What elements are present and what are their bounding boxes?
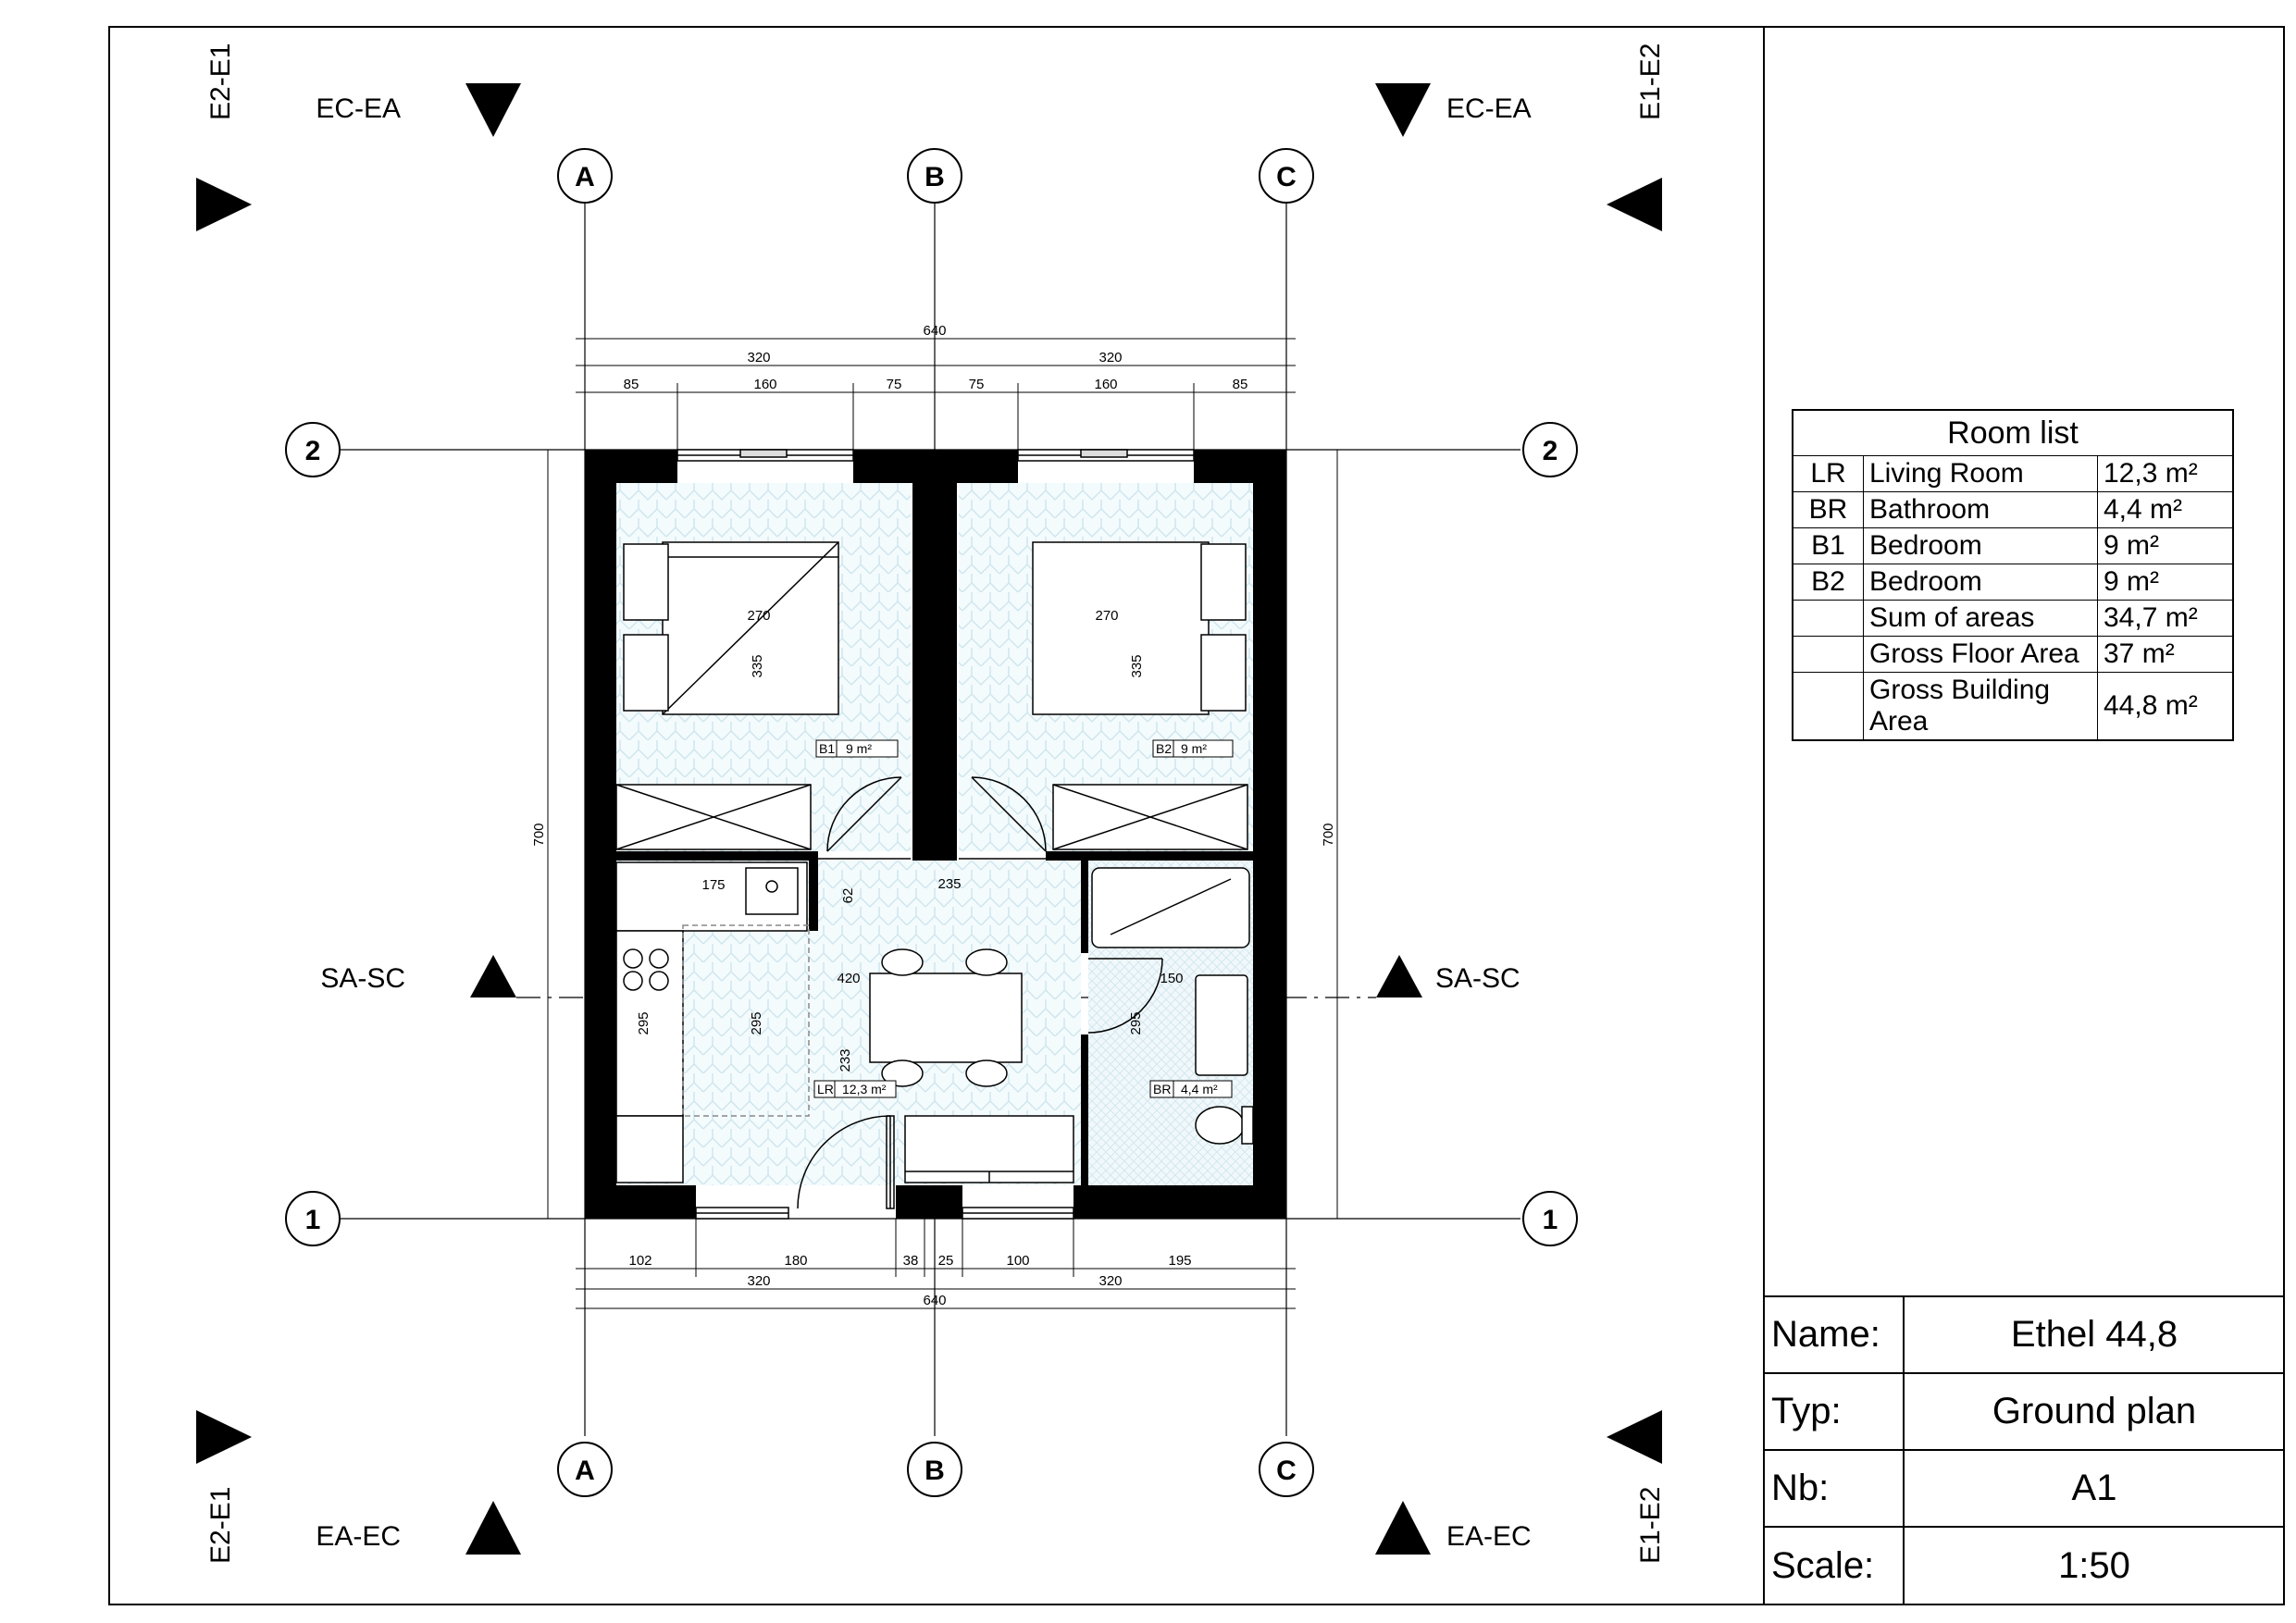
section-arrow-icon — [1375, 1501, 1431, 1555]
grid-bubble-b-bottom — [908, 1443, 962, 1496]
grid-bubble-1-left — [286, 1192, 340, 1245]
dining-chair — [966, 1060, 1007, 1086]
room-code: B2 — [1793, 564, 1864, 601]
section-marker-label: E2-E1 — [205, 1486, 236, 1564]
room-list-grid — [1793, 456, 2232, 739]
grid-bubble-c-bottom — [1260, 1443, 1313, 1496]
title-block-row-name — [1764, 1297, 2284, 1374]
wall-b2-bottom — [1046, 851, 1253, 861]
dim-top-seg-3: 75 — [886, 377, 902, 392]
room-tag-lr — [814, 1081, 896, 1097]
wardrobe-b1 — [616, 785, 811, 849]
table-row — [1793, 456, 2232, 492]
washbasin — [1196, 975, 1247, 1075]
number-label: Nb: — [1771, 1468, 1830, 1508]
table-row — [1793, 673, 2232, 740]
grid-bubble-a-top — [558, 149, 612, 203]
dim-br-width: 150 — [1160, 971, 1184, 986]
dim-b1-width: 270 — [747, 608, 771, 624]
dim-kitchen-counter: 175 — [701, 877, 726, 893]
grid-bubble-label: A — [575, 1456, 595, 1486]
nightstand-b2-top — [1201, 544, 1246, 620]
room-area: 12,3 m² — [2104, 458, 2198, 489]
number-value: A1 — [1903, 1451, 2284, 1526]
section-marker-ec-ea-right — [1375, 83, 1532, 137]
room-name: Bathroom — [1864, 492, 2098, 528]
room-name: Gross Floor Area — [1864, 637, 2098, 673]
dim-lr-inner: 233 — [838, 1048, 853, 1072]
section-marker-ea-ec-right — [1375, 1501, 1532, 1555]
svg-text:9 m²: 9 m² — [846, 741, 872, 756]
window-b1 — [677, 450, 853, 461]
window-lr-2 — [962, 1208, 1074, 1219]
section-arrow-icon — [465, 83, 521, 137]
room-code: B1 — [1793, 528, 1864, 564]
bed-b2 — [1033, 542, 1209, 714]
table-row — [1793, 637, 2232, 673]
wall-br-left — [1081, 861, 1088, 953]
wardrobe-b2 — [1053, 785, 1247, 849]
room-code — [1793, 601, 1864, 637]
title-block — [1764, 1295, 2284, 1604]
section-arrow-icon — [465, 1501, 521, 1555]
dim-bottom-seg-5: 100 — [1006, 1253, 1030, 1269]
grid-bubble-b-top — [908, 149, 962, 203]
section-arrow-icon — [470, 955, 516, 997]
scale-label: Scale: — [1771, 1545, 1875, 1586]
toilet — [1196, 1107, 1253, 1144]
section-arrow-icon — [1376, 955, 1422, 997]
dim-bottom-seg-1: 102 — [628, 1253, 652, 1269]
grid-bubble-a-bottom — [558, 1443, 612, 1496]
name-value: Ethel 44,8 — [1903, 1297, 2284, 1372]
grid-bubble-label: B — [925, 1456, 945, 1486]
grid-bubble-c-top — [1260, 149, 1313, 203]
dim-hall-width: 235 — [937, 876, 962, 892]
dim-overall-bottom: 640 — [923, 1293, 947, 1308]
room-tag-br — [1150, 1081, 1232, 1097]
grid-bubble-label: C — [1276, 1456, 1297, 1486]
room-area: 9 m² — [2098, 564, 2233, 601]
svg-text:12,3 m²: 12,3 m² — [842, 1082, 887, 1096]
elevation-marker-e2-e1-bottom — [196, 1410, 252, 1564]
section-marker-label: E1-E2 — [1635, 43, 1666, 120]
dim-b2-width: 270 — [1095, 608, 1119, 624]
sofa — [905, 1116, 1074, 1183]
wall-right — [1253, 450, 1286, 1219]
wall-br-left-2 — [1081, 1035, 1088, 1185]
elevation-arrow-icon — [1607, 178, 1662, 231]
grid-bubble-label: 1 — [304, 1205, 321, 1235]
svg-text:9 m²: 9 m² — [1181, 741, 1207, 756]
dim-top-seg-6: 85 — [1232, 377, 1248, 392]
dim-half-top-right: 320 — [1098, 350, 1123, 365]
section-marker-label: SA-SC — [1435, 963, 1520, 994]
dim-wall-offset: 62 — [840, 887, 856, 904]
grid-bubble-1-right — [1523, 1192, 1577, 1245]
svg-text:B2: B2 — [1156, 741, 1173, 756]
wall-top-2 — [853, 450, 1018, 483]
section-marker-label: EC-EA — [316, 93, 401, 124]
section-marker-ec-ea-left — [316, 83, 521, 137]
dim-top-seg-5: 160 — [1094, 377, 1118, 392]
svg-text:LR: LR — [817, 1082, 834, 1096]
dim-bottom-seg-4: 25 — [937, 1253, 954, 1269]
dim-top-seg-2: 160 — [753, 377, 777, 392]
room-code — [1793, 637, 1864, 673]
wall-bottom-3 — [1074, 1185, 1286, 1219]
section-marker-label: EC-EA — [1446, 93, 1532, 124]
dim-kitchen-depth: 295 — [636, 1011, 652, 1035]
section-marker-sa-sc-right — [1376, 955, 1520, 997]
title-block-row-type — [1764, 1374, 2284, 1451]
section-marker-label: SA-SC — [320, 963, 405, 994]
room-area: 4,4 m² — [2098, 492, 2233, 528]
kitchen-counter-top — [616, 862, 807, 931]
dim-bottom-seg-3: 38 — [902, 1253, 919, 1269]
room-list-table — [1792, 409, 2234, 741]
type-value: Ground plan — [1903, 1374, 2284, 1449]
dim-lr-depth: 295 — [749, 1011, 764, 1035]
elevation-arrow-icon — [196, 178, 252, 231]
dining-table — [870, 973, 1022, 1062]
room-name: Gross Building Area — [1864, 673, 2098, 740]
title-block-row-number — [1764, 1451, 2284, 1528]
elevation-marker-e2-e1-top — [196, 43, 252, 231]
svg-text:4,4 m²: 4,4 m² — [1181, 1082, 1218, 1096]
section-marker-label: E1-E2 — [1635, 1486, 1666, 1564]
dim-top-seg-1: 85 — [623, 377, 639, 392]
dim-half-bottom-left: 320 — [747, 1273, 771, 1289]
wall-left — [585, 450, 616, 1219]
table-row — [1793, 564, 2232, 601]
nightstand-b2-bottom — [1201, 635, 1246, 711]
room-tag-b1 — [816, 740, 898, 757]
type-label: Typ: — [1771, 1391, 1842, 1431]
nightstand-b1-top — [624, 544, 668, 620]
fridge — [616, 1116, 683, 1183]
dim-b2-depth: 335 — [1129, 654, 1145, 678]
table-row — [1793, 528, 2232, 564]
section-marker-label: EA-EC — [1446, 1521, 1532, 1552]
wall-center — [912, 483, 957, 861]
grid-bubble-label: C — [1276, 162, 1297, 192]
elevation-marker-e1-e2-bottom — [1607, 1410, 1666, 1564]
room-area: 37 m² — [2098, 637, 2233, 673]
dim-lr-width: 420 — [837, 971, 861, 986]
table-row — [1793, 601, 2232, 637]
section-marker-label: E2-E1 — [205, 43, 236, 120]
dim-br-depth: 295 — [1128, 1011, 1144, 1035]
elevation-marker-e1-e2-top — [1607, 43, 1666, 231]
table-row — [1793, 492, 2232, 528]
dim-b1-depth: 335 — [750, 654, 765, 678]
dim-height-right: 700 — [1321, 823, 1336, 847]
window-lr-1 — [696, 1208, 788, 1219]
dining-chair — [966, 949, 1007, 975]
room-list-title: Room list — [1793, 411, 2232, 456]
wall-bottom-2 — [896, 1185, 962, 1219]
section-arrow-icon — [1375, 83, 1431, 137]
room-name: Sum of areas — [1864, 601, 2098, 637]
name-label: Name: — [1771, 1314, 1880, 1355]
dim-bottom-seg-2: 180 — [784, 1253, 808, 1269]
room-tag-b2 — [1153, 740, 1233, 757]
bathtub — [1092, 868, 1249, 948]
room-name: Bedroom — [1864, 528, 2098, 564]
elevation-arrow-icon — [196, 1410, 252, 1464]
dim-overall-top: 640 — [923, 323, 947, 339]
elevation-arrow-icon — [1607, 1410, 1662, 1464]
svg-text:B1: B1 — [819, 741, 836, 756]
grid-bubble-2-right — [1523, 423, 1577, 477]
title-block-row-scale — [1764, 1528, 2284, 1604]
grid-bubble-label: 2 — [1542, 436, 1558, 466]
grid-bubble-label: 2 — [304, 436, 321, 466]
room-name: Living Room — [1864, 456, 2098, 492]
grid-bubble-2-left — [286, 423, 340, 477]
window-b2 — [1018, 450, 1194, 461]
scale-value: 1:50 — [1903, 1528, 2284, 1604]
dim-height-left: 700 — [531, 823, 547, 847]
dim-bottom-seg-6: 195 — [1168, 1253, 1192, 1269]
room-area: 9 m² — [2098, 528, 2233, 564]
bed-b1 — [663, 542, 838, 714]
wall-b1-bottom — [616, 851, 818, 861]
room-name: Bedroom — [1864, 564, 2098, 601]
room-area: 34,7 m² — [2098, 601, 2233, 637]
svg-text:BR: BR — [1153, 1082, 1172, 1096]
grid-bubble-label: A — [575, 162, 595, 192]
wall-bottom-1 — [585, 1185, 696, 1219]
room-code — [1793, 673, 1864, 740]
nightstand-b1-bottom — [624, 635, 668, 711]
dim-half-bottom-right: 320 — [1098, 1273, 1123, 1289]
section-marker-sa-sc-left — [320, 955, 516, 997]
room-code: BR — [1793, 492, 1864, 528]
dim-top-seg-4: 75 — [968, 377, 985, 392]
grid-bubble-label: B — [925, 162, 945, 192]
grid-bubble-label: 1 — [1542, 1205, 1558, 1235]
section-marker-label: EA-EC — [316, 1521, 401, 1552]
dining-chair — [882, 949, 923, 975]
room-area: 44,8 m² — [2098, 673, 2233, 740]
section-marker-ea-ec-left — [316, 1501, 521, 1555]
room-code: LR — [1793, 456, 1864, 492]
dim-half-top-left: 320 — [747, 350, 771, 365]
wall-kitchen-nook — [809, 861, 818, 931]
